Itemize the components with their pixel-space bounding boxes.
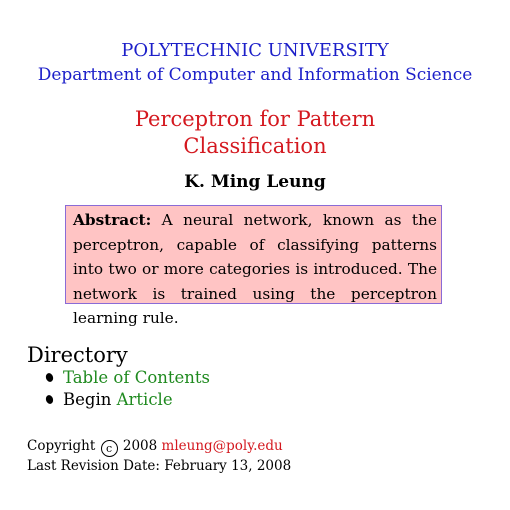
university-name: POLYTECHNIC UNIVERSITY [121, 40, 389, 61]
begin-label: Begin [63, 390, 112, 409]
abstract-box [65, 205, 442, 327]
department-name: Department of Computer and Information Science [37, 65, 473, 85]
revision-date: Last Revision Date: February 13, 2008 [27, 458, 292, 474]
copyright-line [27, 438, 283, 457]
directory-heading: Directory [27, 343, 128, 367]
email-link[interactable]: mleung@poly.edu [161, 438, 283, 454]
copyright-year: 2008 [122, 438, 158, 454]
abstract-label: Abstract: [73, 211, 152, 229]
bullet-icon [45, 372, 54, 383]
bullet-icon [45, 394, 54, 405]
directory-item-begin [46, 390, 173, 409]
copyright-symbol-icon: c [101, 440, 118, 457]
table-of-contents-link[interactable]: Table of Contents [63, 368, 211, 387]
copyright-prefix: Copyright [27, 438, 96, 454]
abstract-text: A neural network, known as the perceptron, capable of classifying patterns into two or more categories is introduced. The network is trained using the perceptron learning rule. [73, 211, 437, 327]
document-title [0, 106, 510, 160]
title-line-1: Perceptron for Pattern [134, 107, 376, 131]
title-line-2: Classification [183, 134, 327, 158]
directory-item-toc [46, 368, 210, 387]
article-link[interactable]: Article [116, 390, 173, 409]
author-name: K. Ming Leung [184, 172, 326, 192]
